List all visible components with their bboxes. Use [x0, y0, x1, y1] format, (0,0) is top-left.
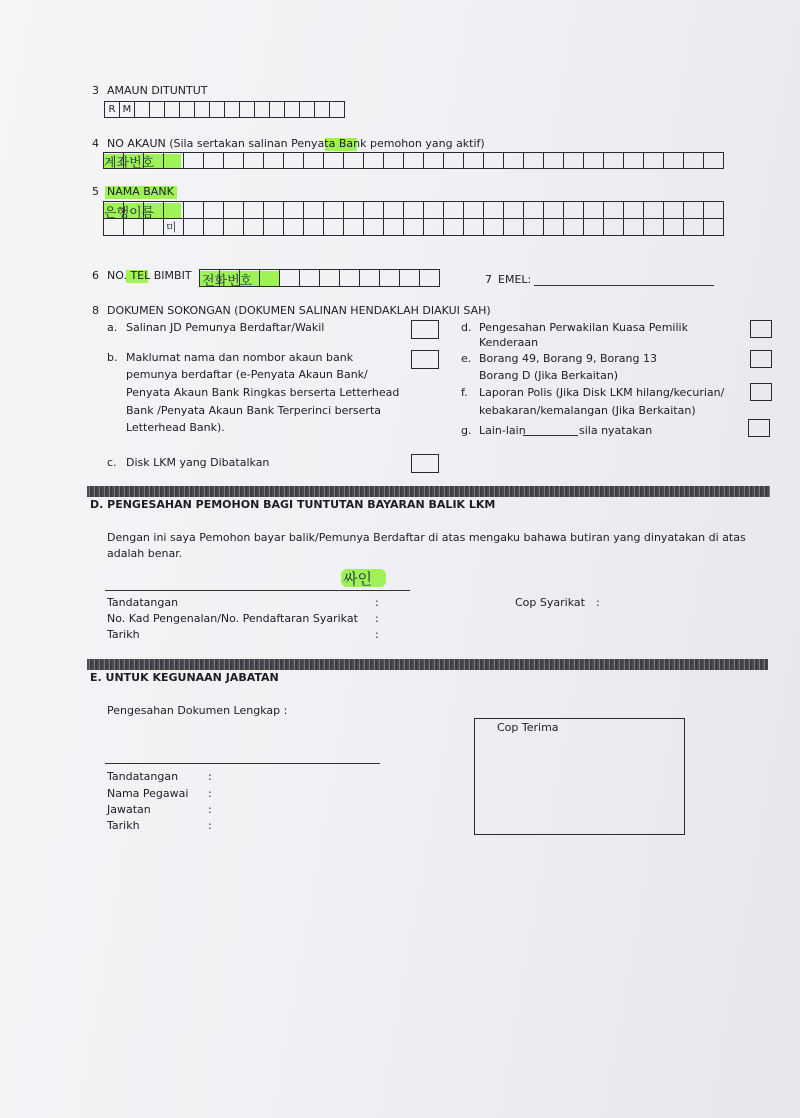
account-number-cell[interactable]	[343, 152, 364, 169]
item-b-line-3: Penyata Akaun Bank Ringkas berserta Letterhead	[126, 386, 400, 399]
bank-name-cell[interactable]	[383, 218, 404, 236]
item-e-letter: e.	[461, 352, 472, 365]
item-b-line-5: Letterhead Bank).	[126, 421, 225, 434]
bank-name-cell[interactable]	[543, 201, 564, 219]
handwritten-phone-number: 전화번호	[202, 274, 253, 289]
bank-name-cell[interactable]	[183, 218, 204, 236]
item-b-line-4: Bank /Penyata Akaun Bank Terperinci berserta	[126, 404, 382, 417]
bank-name-cell[interactable]	[143, 201, 164, 219]
officer-name-colon: :	[208, 787, 212, 800]
company-stamp-colon: :	[596, 596, 600, 609]
amount-cell[interactable]	[254, 101, 270, 118]
email-input-line[interactable]	[534, 285, 714, 286]
document-confirmation-label: Pengesahan Dokumen Lengkap :	[107, 704, 288, 717]
applicant-signature-colon: :	[375, 596, 379, 609]
item-a-letter: a.	[107, 321, 118, 334]
account-number-cell[interactable]	[423, 152, 444, 169]
bank-name-cell[interactable]	[703, 218, 724, 236]
bank-name-cell[interactable]	[383, 201, 404, 219]
email-label: EMEL:	[498, 273, 532, 286]
item-f-line-1: Laporan Polis (Jika Disk LKM hilang/kecurian/	[479, 386, 725, 399]
bank-name-cell[interactable]	[423, 201, 444, 219]
amount-cell[interactable]	[179, 101, 195, 118]
account-number-grid[interactable]	[104, 153, 724, 169]
item-g-letter: g.	[461, 424, 472, 437]
officer-name-label: Nama Pegawai	[107, 787, 189, 800]
bank-name-cell[interactable]	[323, 218, 344, 236]
handwritten-bank-name-extra: 미	[166, 221, 177, 234]
bank-name-cell[interactable]	[303, 218, 324, 236]
account-number-cell[interactable]	[683, 152, 704, 169]
bank-name-cell[interactable]	[623, 218, 644, 236]
phone-number-cell[interactable]	[299, 269, 320, 287]
item-f-line-2: kebakaran/kemalangan (Jika Berkaitan)	[479, 404, 696, 417]
checkbox-item-a[interactable]	[411, 320, 439, 339]
amount-cell[interactable]	[224, 101, 240, 118]
bank-name-cell[interactable]	[543, 218, 564, 236]
bank-name-cell[interactable]	[263, 201, 284, 219]
bank-name-cell[interactable]	[163, 218, 184, 236]
bank-name-cell[interactable]	[323, 201, 344, 219]
bank-name-cell[interactable]	[683, 218, 704, 236]
section-4-label	[107, 137, 485, 151]
bank-name-cell[interactable]	[123, 201, 144, 219]
handwritten-signature: 싸인	[343, 570, 372, 588]
account-number-cell[interactable]	[603, 152, 624, 169]
applicant-signature-label: Tandatangan	[107, 596, 179, 609]
bank-name-cell[interactable]	[703, 201, 724, 219]
checkbox-item-d[interactable]	[750, 320, 772, 338]
section-4-label-highlight: Bank	[338, 137, 367, 150]
officer-date-label: Tarikh	[107, 819, 140, 832]
bank-name-cell[interactable]	[143, 218, 164, 236]
phone-number-cell[interactable]	[199, 269, 220, 287]
currency-r: R	[104, 101, 120, 118]
account-number-cell[interactable]	[243, 152, 264, 169]
section-3-label: AMAUN DITUNTUT	[107, 84, 208, 97]
section-e-title: E. UNTUK KEGUNAAN JABATAN	[90, 671, 279, 684]
bank-name-cell[interactable]	[303, 201, 324, 219]
bank-name-cell[interactable]	[563, 201, 584, 219]
applicant-ic-colon: :	[375, 612, 379, 625]
bank-name-cell[interactable]	[343, 201, 364, 219]
bank-name-cell[interactable]	[123, 218, 144, 236]
checkbox-item-e[interactable]	[750, 350, 772, 368]
bank-name-cell[interactable]	[583, 218, 604, 236]
bank-name-cell[interactable]	[483, 201, 504, 219]
bank-name-cell[interactable]	[443, 218, 464, 236]
phone-number-cell[interactable]	[279, 269, 300, 287]
bank-name-cell[interactable]	[283, 201, 304, 219]
bank-name-cell[interactable]	[663, 218, 684, 236]
account-number-cell[interactable]	[303, 152, 324, 169]
item-b-line-1: Maklumat nama dan nombor akaun bank	[126, 351, 354, 364]
item-e-line-1: Borang 49, Borang 9, Borang 13	[479, 352, 657, 365]
officer-position-label: Jawatan	[107, 803, 151, 816]
account-number-cell[interactable]	[123, 152, 144, 169]
phone-number-grid[interactable]	[200, 270, 440, 287]
phone-number-cell[interactable]	[379, 269, 400, 287]
officer-position-colon: :	[208, 803, 212, 816]
item-g-text-b: sila nyatakan	[579, 424, 653, 437]
company-stamp-label: Cop Syarikat	[515, 596, 585, 609]
bank-name-cell[interactable]	[683, 201, 704, 219]
amount-cell[interactable]	[269, 101, 285, 118]
phone-number-cell[interactable]	[339, 269, 360, 287]
bank-name-cell[interactable]	[523, 218, 544, 236]
account-number-cell[interactable]	[543, 152, 564, 169]
section-8-title: DOKUMEN SOKONGAN (DOKUMEN SALINAN HENDAKLAH DIAKUI SAH)	[107, 304, 491, 317]
bank-name-cell[interactable]	[603, 218, 624, 236]
bank-name-cell[interactable]	[563, 218, 584, 236]
amount-box-row[interactable]	[105, 101, 345, 118]
bank-name-grid[interactable]	[104, 202, 724, 236]
amount-cell[interactable]	[329, 101, 345, 118]
checkbox-item-f[interactable]	[750, 383, 772, 401]
bank-name-cell[interactable]	[643, 218, 664, 236]
bank-name-cell[interactable]	[223, 201, 244, 219]
account-number-cell[interactable]	[443, 152, 464, 169]
bank-name-cell[interactable]	[483, 218, 504, 236]
bank-name-cell[interactable]	[503, 218, 524, 236]
bank-name-cell[interactable]	[463, 218, 484, 236]
account-number-cell[interactable]	[163, 152, 184, 169]
phone-number-cell[interactable]	[239, 269, 260, 287]
bank-name-cell[interactable]	[263, 218, 284, 236]
phone-number-cell[interactable]	[219, 269, 240, 287]
officer-signature-label: Tandatangan	[107, 770, 179, 783]
bank-name-cell[interactable]	[603, 201, 624, 219]
section-6-label-a: NO.	[107, 269, 127, 282]
bank-name-cell[interactable]	[463, 201, 484, 219]
item-b-line-2: pemunya berdaftar (e-Penyata Akaun Bank/	[126, 368, 368, 381]
section-5-number: 5	[92, 185, 99, 198]
section-5-label: NAMA BANK	[107, 185, 174, 198]
account-number-cell[interactable]	[663, 152, 684, 169]
checkbox-item-g[interactable]	[748, 419, 770, 437]
amount-cell[interactable]	[314, 101, 330, 118]
account-number-cell[interactable]	[403, 152, 424, 169]
account-number-cell[interactable]	[143, 152, 164, 169]
bank-name-cell[interactable]	[423, 218, 444, 236]
handwritten-account-number: 계좌번호	[104, 156, 155, 171]
account-number-cell[interactable]	[203, 152, 224, 169]
account-number-cell[interactable]	[703, 152, 724, 169]
account-number-cell[interactable]	[463, 152, 484, 169]
account-number-cell[interactable]	[623, 152, 644, 169]
signature-line[interactable]	[105, 590, 410, 591]
bank-name-cell[interactable]	[203, 218, 224, 236]
phone-number-cell[interactable]	[259, 269, 280, 287]
item-d-letter: d.	[461, 321, 472, 334]
bank-name-cell[interactable]	[523, 201, 544, 219]
item-g-input-line[interactable]	[523, 435, 578, 436]
phone-number-cell[interactable]	[359, 269, 380, 287]
amount-cell[interactable]	[134, 101, 150, 118]
bank-name-cell[interactable]	[243, 201, 264, 219]
section-4-number: 4	[92, 137, 99, 150]
section-6-label	[107, 269, 192, 283]
account-number-cell[interactable]	[643, 152, 664, 169]
amount-cell[interactable]	[194, 101, 210, 118]
bank-name-cell[interactable]	[403, 201, 424, 219]
section-6-label-b: BIMBIT	[150, 269, 192, 282]
account-number-cell[interactable]	[183, 152, 204, 169]
account-number-cell[interactable]	[583, 152, 604, 169]
section-7-number: 7	[485, 273, 492, 286]
amount-cell[interactable]	[239, 101, 255, 118]
phone-number-cell[interactable]	[319, 269, 340, 287]
bank-name-cell[interactable]	[643, 201, 664, 219]
officer-signature-line[interactable]	[105, 763, 380, 764]
section-6-number: 6	[92, 269, 99, 282]
currency-m: M	[119, 101, 135, 118]
bank-name-cell[interactable]	[283, 218, 304, 236]
item-d-line-2: Kenderaan	[479, 336, 539, 349]
section-4-label-a: NO AKAUN (Sila sertakan salinan Penyata	[107, 137, 339, 150]
bank-name-cell[interactable]	[623, 201, 644, 219]
bank-name-cell[interactable]	[403, 218, 424, 236]
officer-date-colon: :	[208, 819, 212, 832]
phone-number-cell[interactable]	[399, 269, 420, 287]
item-c-letter: c.	[107, 456, 117, 469]
received-stamp-label: Cop Terima	[497, 721, 559, 734]
bank-name-cell[interactable]	[503, 201, 524, 219]
amount-cell[interactable]	[299, 101, 315, 118]
account-number-cell[interactable]	[483, 152, 504, 169]
bank-name-cell[interactable]	[223, 218, 244, 236]
bank-name-cell[interactable]	[443, 201, 464, 219]
section-d-title: D. PENGESAHAN PEMOHON BAGI TUNTUTAN BAYARAN BALIK LKM	[90, 498, 496, 511]
received-stamp-box[interactable]	[474, 718, 685, 835]
bank-name-cell[interactable]	[343, 218, 364, 236]
bank-name-cell[interactable]	[583, 201, 604, 219]
account-number-cell[interactable]	[503, 152, 524, 169]
bank-name-cell[interactable]	[243, 218, 264, 236]
amount-cell[interactable]	[164, 101, 180, 118]
item-g-text-a: Lain-lain	[479, 424, 526, 437]
item-f-letter: f.	[461, 386, 468, 399]
declaration-line-1: Dengan ini saya Pemohon bayar balik/Pemunya Berdaftar di atas mengaku bahawa butiran yang dinyatakan di atas	[107, 531, 746, 544]
section-d-divider	[87, 486, 770, 497]
account-number-cell[interactable]	[283, 152, 304, 169]
account-number-cell[interactable]	[223, 152, 244, 169]
bank-name-cell[interactable]	[103, 218, 124, 236]
checkbox-item-b[interactable]	[411, 350, 439, 369]
account-number-cell[interactable]	[363, 152, 384, 169]
amount-cell[interactable]	[209, 101, 225, 118]
section-e-divider	[87, 659, 768, 670]
account-number-cell[interactable]	[383, 152, 404, 169]
item-a-text: Salinan JD Pemunya Berdaftar/Wakil	[126, 321, 325, 334]
bank-name-cell[interactable]	[163, 201, 184, 219]
section-6-label-highlight: TEL	[130, 269, 151, 282]
bank-name-cell[interactable]	[363, 201, 384, 219]
item-b-letter: b.	[107, 351, 118, 364]
item-c-text: Disk LKM yang Dibatalkan	[126, 456, 270, 469]
account-number-cell[interactable]	[323, 152, 344, 169]
declaration-line-2: adalah benar.	[107, 547, 183, 560]
account-number-cell[interactable]	[103, 152, 124, 169]
bank-name-cell[interactable]	[663, 201, 684, 219]
section-3-number: 3	[92, 84, 99, 97]
officer-signature-colon: :	[208, 770, 212, 783]
applicant-date-label: Tarikh	[107, 628, 140, 641]
checkbox-item-c[interactable]	[411, 454, 439, 473]
phone-number-cell[interactable]	[419, 269, 440, 287]
account-number-cell[interactable]	[523, 152, 544, 169]
section-8-number: 8	[92, 304, 99, 317]
item-d-line-1: Pengesahan Perwakilan Kuasa Pemilik	[479, 321, 688, 334]
account-number-cell[interactable]	[563, 152, 584, 169]
bank-name-cell[interactable]	[203, 201, 224, 219]
applicant-ic-label: No. Kad Pengenalan/No. Pendaftaran Syarikat	[107, 612, 358, 625]
section-4-label-b: pemohon yang aktif)	[366, 137, 485, 150]
handwritten-bank-name: 은행이름	[104, 206, 155, 221]
amount-cell[interactable]	[149, 101, 165, 118]
amount-cell[interactable]	[284, 101, 300, 118]
bank-name-cell[interactable]	[183, 201, 204, 219]
applicant-date-colon: :	[375, 628, 379, 641]
account-number-cell[interactable]	[263, 152, 284, 169]
bank-name-cell[interactable]	[363, 218, 384, 236]
bank-name-cell[interactable]	[103, 201, 124, 219]
item-e-line-2: Borang D (Jika Berkaitan)	[479, 369, 619, 382]
